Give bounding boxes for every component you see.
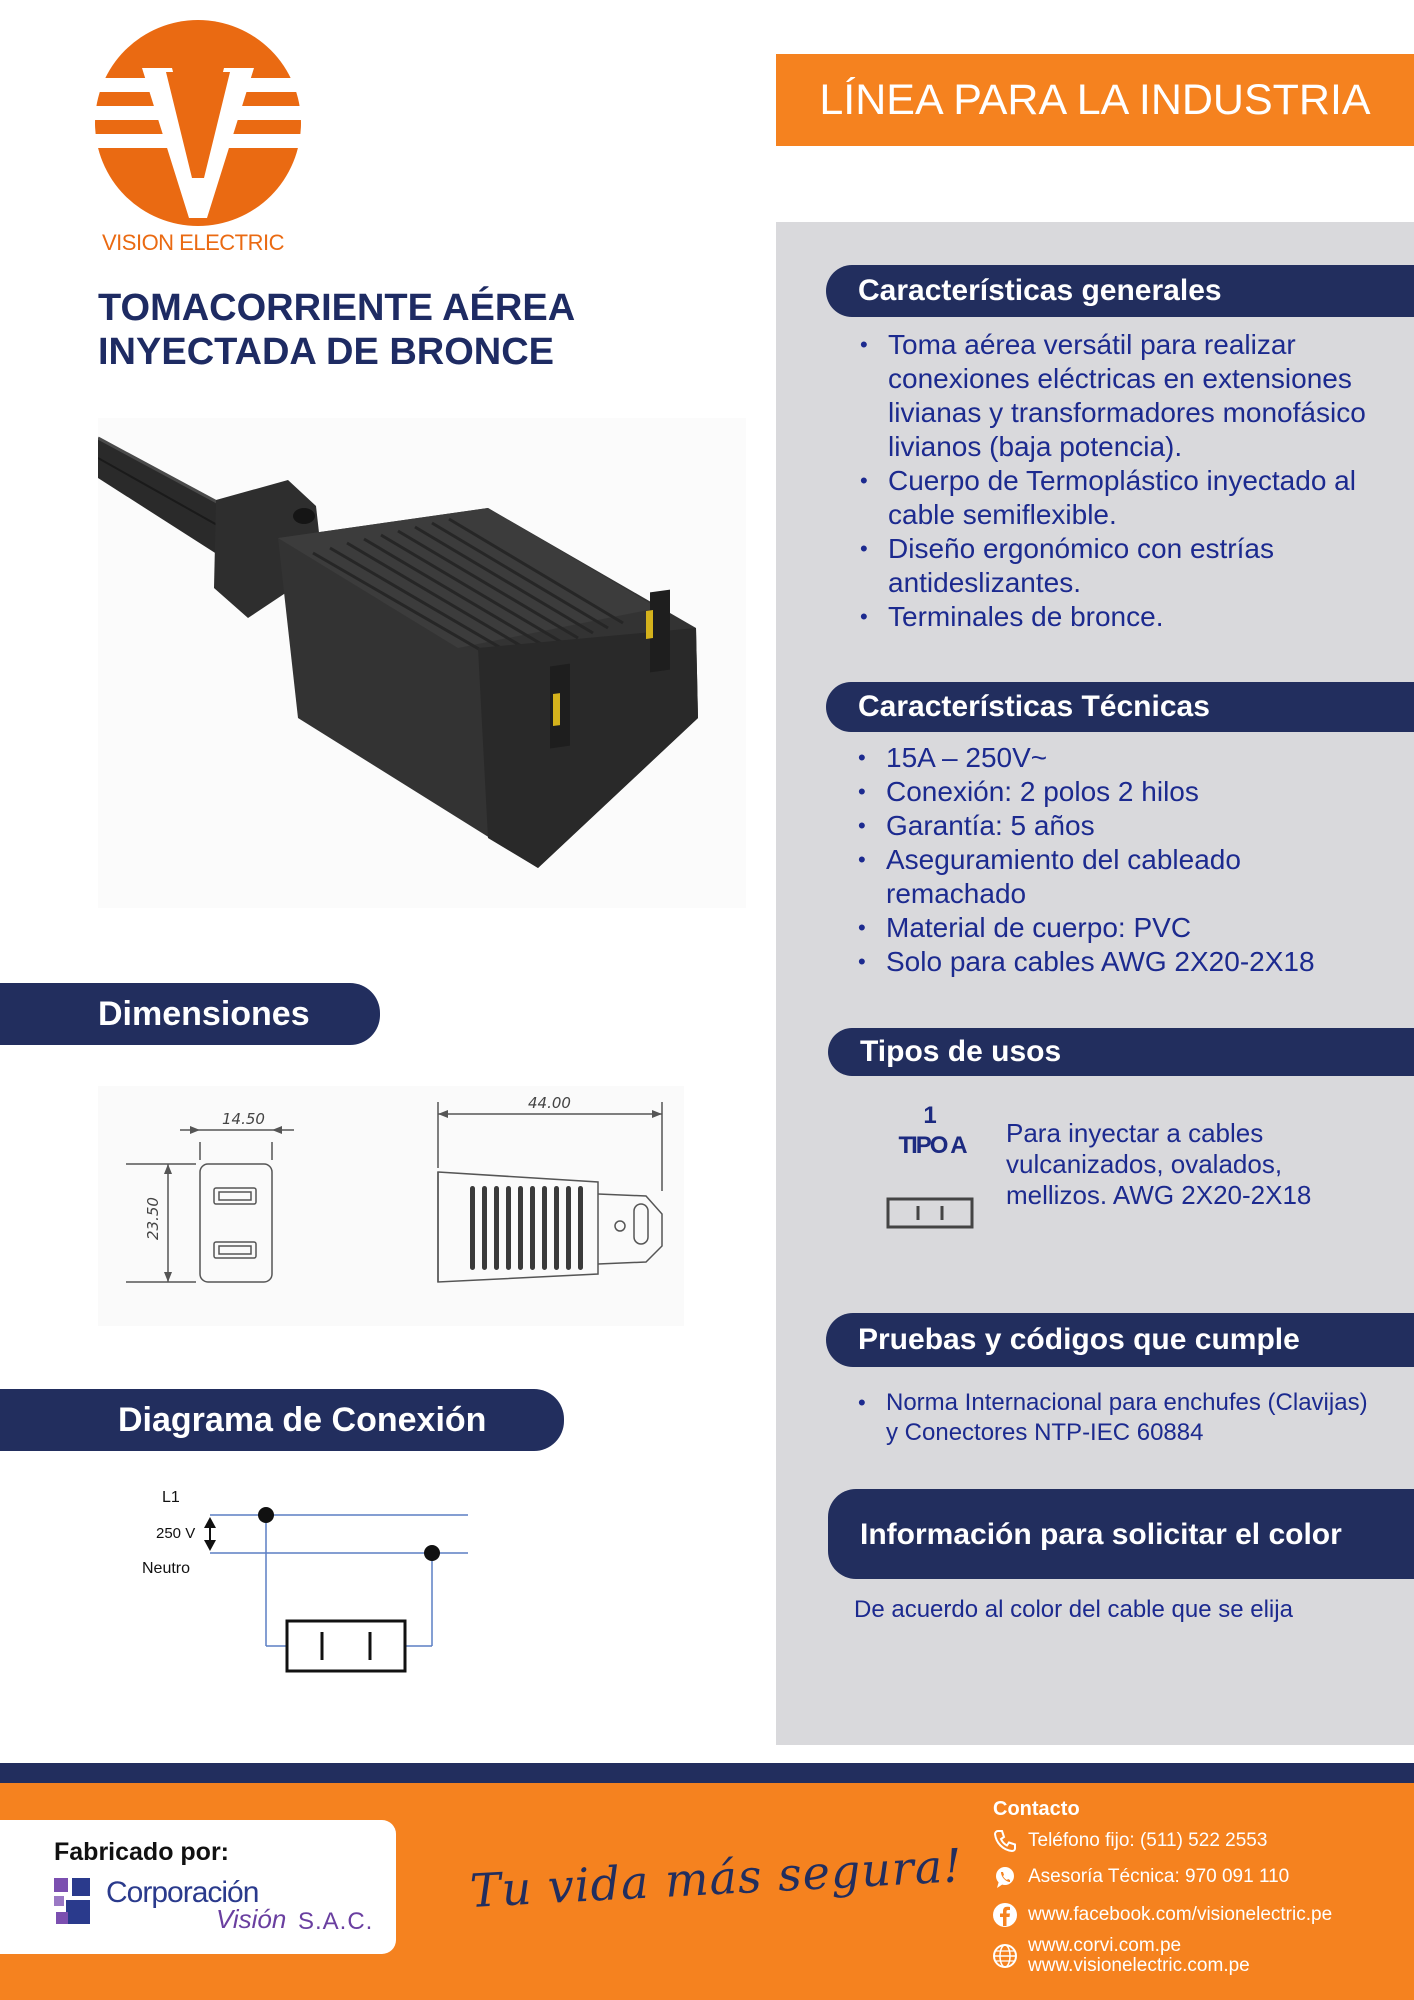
list-item: • Cuerpo de Termoplástico inyectado al cable semiflexible. (854, 464, 1384, 532)
type-label: TIPO A (898, 1132, 966, 1159)
whatsapp-icon (992, 1864, 1018, 1890)
list-item: • Terminales de bronce. (854, 600, 1384, 634)
list-item: • Norma Internacional para enchufes (Clavijas) y Conectores NTP-IEC 60884 (852, 1388, 1372, 1448)
dim-height-label: 23.50 (144, 1197, 162, 1240)
made-by-label: Fabricado por: (54, 1838, 230, 1866)
brand-name: VISION ELECTRIC (102, 230, 284, 255)
list-item: • 15A – 250V~ (852, 741, 1332, 775)
dim-width-label: 14.50 (222, 1110, 265, 1128)
dimensions-header: Dimensiones (0, 983, 380, 1045)
product-title-line2: INYECTADA DE BRONCE (98, 331, 555, 373)
contact-tech-support (992, 1864, 1412, 1890)
color-info-header: Información para solicitar el color (828, 1489, 1414, 1579)
tech-support-text: Asesoría Técnica: 970 091 110 (1028, 1866, 1290, 1887)
tests-list (852, 1388, 1372, 1448)
slogan: Tu vida más segura! (468, 1838, 964, 1918)
product-image (98, 418, 746, 908)
tests-header: Pruebas y códigos que cumple (826, 1313, 1414, 1367)
technical-features-list (852, 741, 1332, 979)
list-item: • Toma aérea versátil para realizar conexiones eléctricas en extensiones livianas y transformadores monofásico livianos (baja potencia). (854, 328, 1384, 464)
phone-text: Teléfono fijo: (511) 522 2553 (1028, 1830, 1268, 1851)
general-features-header: Características generales (826, 265, 1414, 317)
website-link-corvi[interactable]: www.corvi.com.pe (1028, 1935, 1182, 1956)
company-suffix: S.A.C. (298, 1908, 374, 1935)
type-description: Para inyectar a cables vulcanizados, ovalados, mellizos. AWG 2X20-2X18 (1006, 1118, 1312, 1210)
company-name: Corporación (106, 1876, 259, 1909)
type-number: 1 (923, 1102, 937, 1129)
phone-icon (992, 1828, 1018, 1854)
vision-electric-logo (92, 18, 304, 263)
l1-label: L1 (162, 1489, 180, 1506)
use-types-header: Tipos de usos (828, 1028, 1414, 1076)
company-vision: Visión (216, 1904, 287, 1934)
globe-icon (992, 1943, 1018, 1969)
neutral-label: Neutro (142, 1560, 191, 1577)
voltage-label: 250 V (156, 1525, 196, 1542)
product-title (98, 286, 718, 374)
product-title-line1: TOMACORRIENTE AÉREA (98, 287, 576, 329)
dimension-drawing (98, 1086, 684, 1326)
corporacion-vision-logo-icon (54, 1878, 90, 1930)
list-item: • Diseño ergonómico con estrías antideslizantes. (854, 532, 1384, 600)
general-features-list (854, 328, 1384, 634)
connection-diagram (130, 1480, 510, 1680)
list-item: • Garantía: 5 años (852, 809, 1332, 843)
footer-divider (0, 1763, 1414, 1783)
list-item: • Aseguramiento del cableado remachado (852, 843, 1332, 911)
contact-websites (992, 1936, 1412, 1976)
technical-features-header: Características Técnicas (826, 682, 1414, 732)
connection-diagram-header: Diagrama de Conexión (0, 1389, 564, 1451)
dim-length-label: 44.00 (528, 1094, 571, 1112)
facebook-icon (992, 1902, 1018, 1928)
line-banner (776, 54, 1414, 146)
facebook-link[interactable]: www.facebook.com/visionelectric.pe (1028, 1904, 1333, 1925)
list-item: • Solo para cables AWG 2X20-2X18 (852, 945, 1332, 979)
banner-text: LÍNEA PARA LA INDUSTRIA (819, 75, 1371, 124)
socket-type-a-icon (886, 1196, 974, 1230)
list-item: • Conexión: 2 polos 2 hilos (852, 775, 1332, 809)
website-link-visionelectric[interactable]: www.visionelectric.com.pe (1028, 1955, 1250, 1976)
contact-phone (992, 1828, 1412, 1854)
contact-facebook[interactable] (992, 1902, 1412, 1928)
contact-title: Contacto (993, 1798, 1080, 1820)
list-item: • Material de cuerpo: PVC (852, 911, 1332, 945)
color-info-text: De acuerdo al color del cable que se elija (854, 1596, 1293, 1623)
